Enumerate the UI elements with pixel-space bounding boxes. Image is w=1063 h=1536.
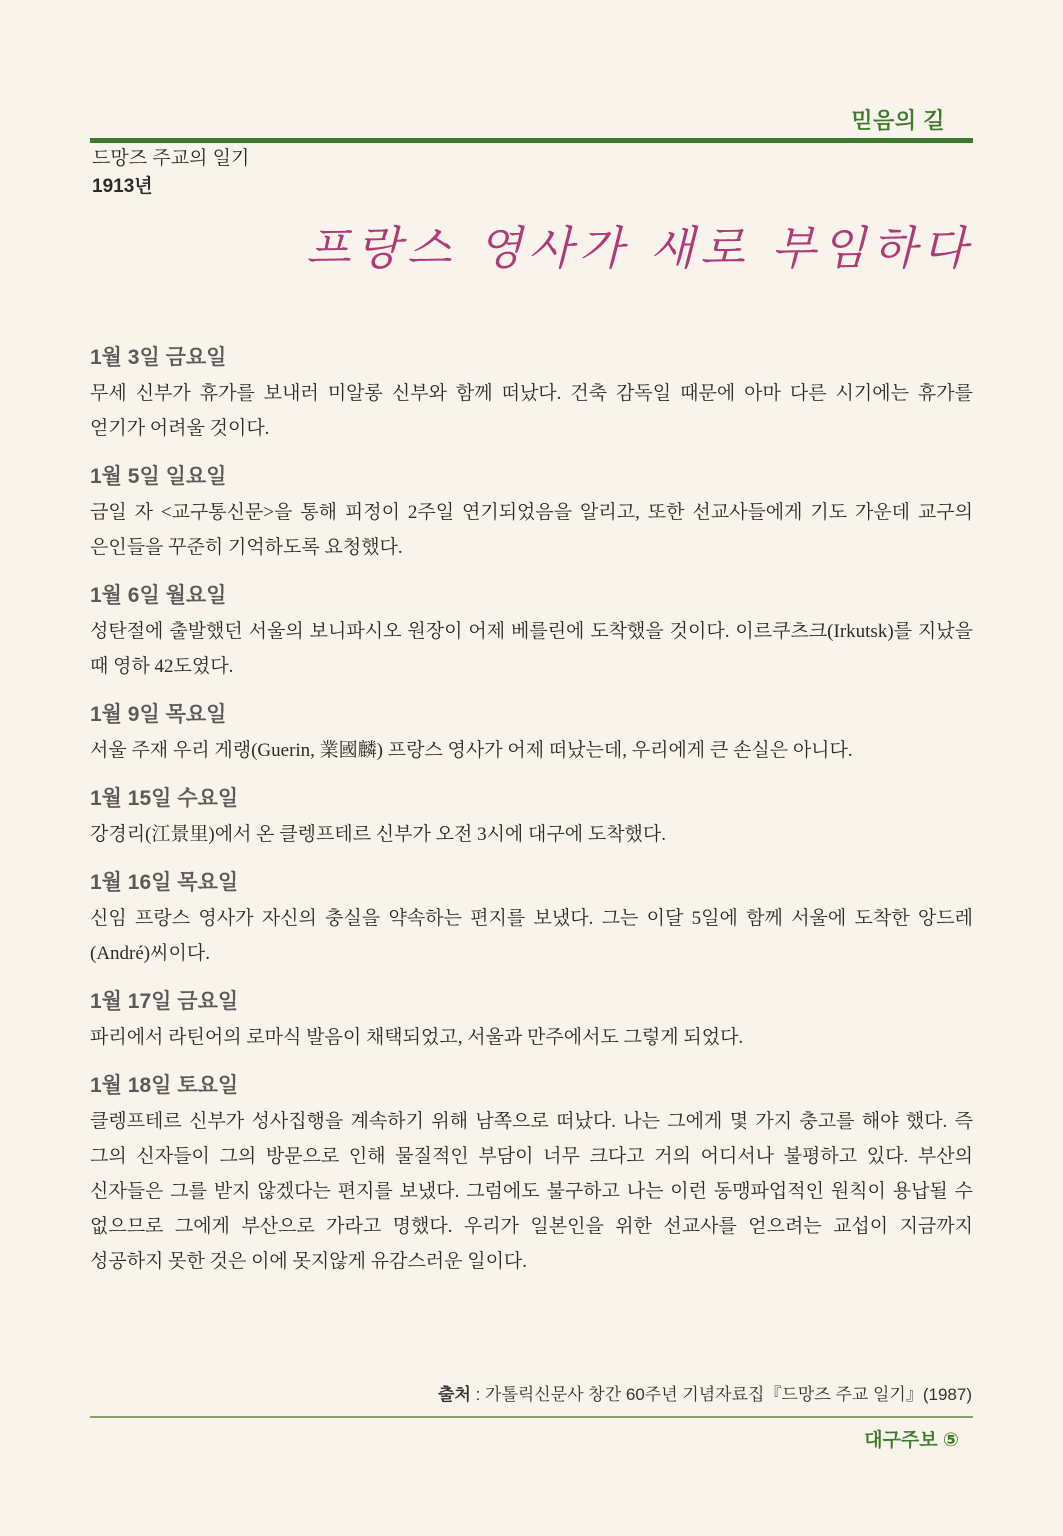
entry-text: 강경리(江景里)에서 온 클렝프테르 신부가 오전 3시에 대구에 도착했다. (90, 824, 667, 845)
entry-text: 무세 신부가 휴가를 보내러 미알롱 신부와 함께 떠났다. 건축 감독일 때문에 아마 다른 시기에는 휴가를 얻기가 어려울 것이다. (90, 383, 973, 439)
publication-page-number: 대구주보 ⑤ (864, 1430, 959, 1451)
entry-text: 성탄절에 출발했던 서울의 보니파시오 원장이 어제 베를린에 도착했을 것이다. 이르쿠츠크(Irkutsk)를 지났을 때 영하 42도였다. (90, 621, 973, 677)
source-text: : 가톨릭신문사 창간 60주년 기념자료집『드망즈 주교 일기』(1987) (470, 1385, 972, 1404)
entry-date: 1월 9일 목요일 (90, 703, 227, 726)
entry-date: 1월 15일 수요일 (90, 787, 239, 810)
year-label: 1913년 (92, 176, 153, 197)
entry-text: 서울 주재 우리 게랭(Guerin, 業國麟) 프랑스 영사가 어제 떠났는데, 우리에게 큰 손실은 아니다. (90, 740, 853, 761)
entry-text: 클렝프테르 신부가 성사집행을 계속하기 위해 남쪽으로 떠났다. 나는 그에게 몇 가지 충고를 해야 했다. 즉 그의 신자들이 그의 방문으로 인해 물질적인 부담이 너무 크다고 거의 어디서나 불평하고 있다. 부산의 신자들은 그를 받지 않겠다는 편지를 보냈다. 그럼에도 불구하고 나는 이런 동맹파업적인 원칙이 용납될 수 없으므로 그에게 부산으로 가라고 명했다. 우리가 일본인을 위한 선교사를 얻으려는 교섭이 지금까지 성공하지 못한 것은 이에 못지않게 유감스러운 일이다. (90, 1111, 973, 1272)
diary-entry (90, 461, 973, 565)
entry-date: 1월 3일 금요일 (90, 346, 227, 369)
entry-text: 신임 프랑스 영사가 자신의 충실을 약속하는 편지를 보냈다. 그는 이달 5일에 함께 서울에 도착한 앙드레(André)씨이다. (90, 908, 973, 964)
entry-date: 1월 5일 일요일 (90, 465, 227, 488)
diary-entry (90, 867, 973, 971)
entry-text: 금일 자 <교구통신문>을 통해 피정이 2주일 연기되었음을 알리고, 또한 선교사들에게 기도 가운데 교구의 은인들을 꾸준히 기억하도록 요청했다. (90, 502, 973, 558)
entry-text: 파리에서 라틴어의 로마식 발음이 채택되었고, 서울과 만주에서도 그렇게 되었다. (90, 1027, 744, 1048)
bottom-rule (90, 1416, 973, 1418)
entry-date: 1월 17일 금요일 (90, 990, 239, 1013)
diary-entry (90, 699, 973, 768)
diary-entry (90, 986, 973, 1055)
entry-date: 1월 6일 월요일 (90, 584, 227, 607)
page-title: 프랑스 영사가 새로 부임하다 (305, 221, 973, 275)
series-title: 드망즈 주교의 일기 (92, 148, 250, 169)
source-label: 출처 (438, 1385, 471, 1404)
entry-date: 1월 16일 목요일 (90, 871, 239, 894)
source-citation (438, 1380, 972, 1405)
section-label: 믿음의 길 (851, 108, 945, 133)
diary-entry (90, 580, 973, 684)
top-rule (90, 138, 973, 143)
diary-entry (90, 342, 973, 446)
diary-entries (90, 342, 973, 1294)
diary-entry (90, 783, 973, 852)
diary-entry (90, 1070, 973, 1279)
entry-date: 1월 18일 토요일 (90, 1074, 239, 1097)
